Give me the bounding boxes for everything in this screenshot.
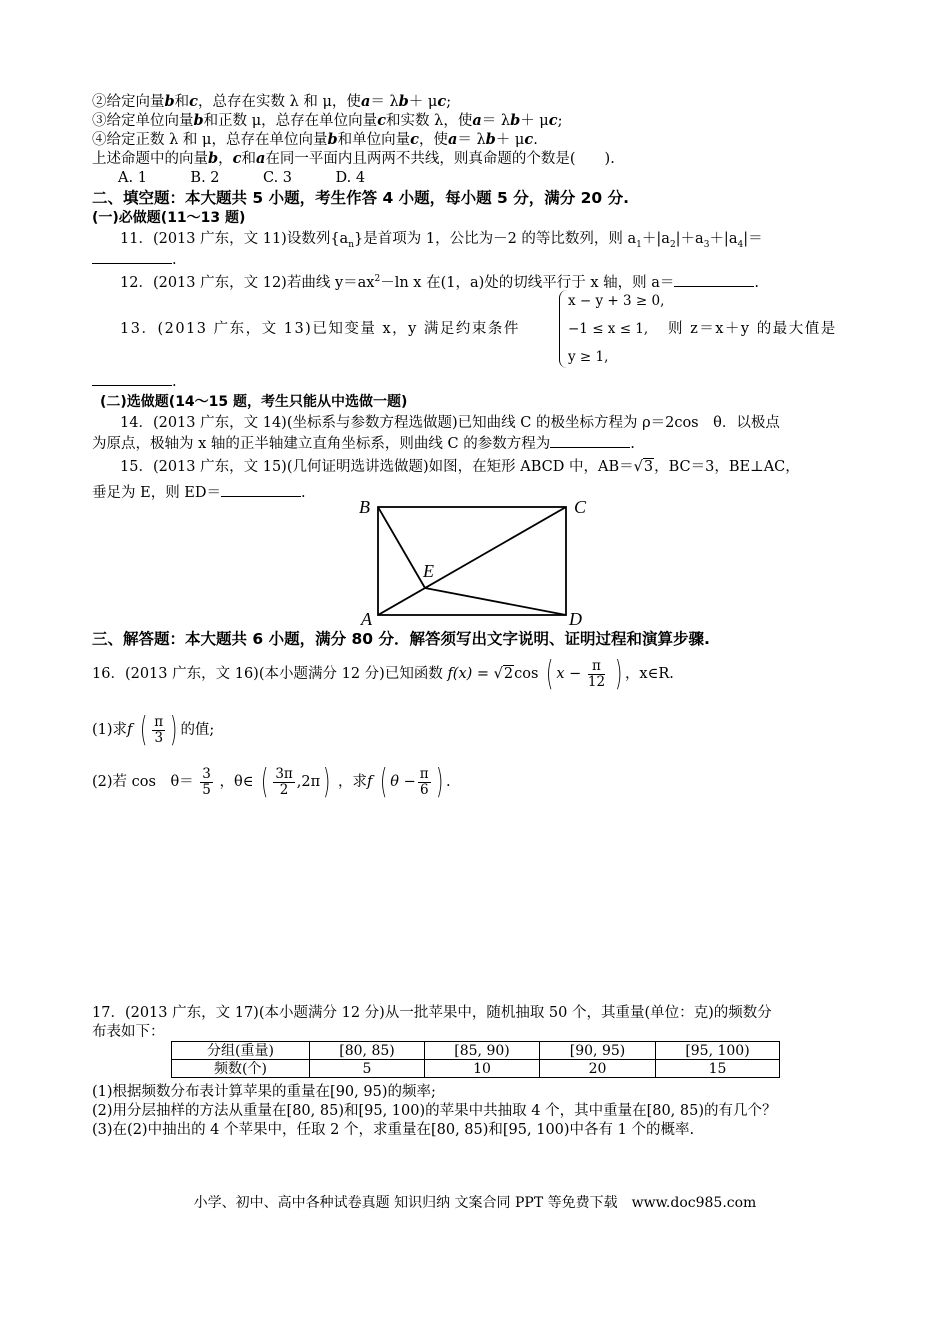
question-13: 13．(2013 广东，文 13)已知变量 x，y 满足约束条件 bbox=[120, 321, 520, 337]
diagonal-ac bbox=[378, 507, 566, 615]
constraint-1: x − y + 3 ≥ 0, bbox=[568, 293, 665, 309]
table-cell: 15 bbox=[656, 1060, 780, 1078]
table-header: [95, 100) bbox=[656, 1042, 780, 1060]
label-b: B bbox=[359, 497, 370, 517]
table-cell: 10 bbox=[425, 1060, 540, 1078]
proposition-2: ②给定向量b和c，总存在实数 λ 和 μ，使a＝ λb＋ μc; bbox=[92, 93, 452, 110]
segment-be bbox=[378, 507, 425, 588]
section-2-heading: 二、填空题：本大题共 5 小题，考生作答 4 小题，每小题 5 分，满分 20 分. bbox=[92, 189, 629, 207]
question-11-blank: . bbox=[92, 250, 177, 269]
label-e: E bbox=[423, 561, 434, 581]
question-stem: 上述命题中的向量b，c和a在同一平面内且两两不共线，则真命题的个数是( ). bbox=[92, 150, 615, 167]
table-header: 分组(重量) bbox=[172, 1042, 310, 1060]
optional-subheading: (二)选做题(14～15 题，考生只能从中选做一题) bbox=[100, 394, 408, 410]
rectangle-figure bbox=[355, 495, 605, 630]
table-row bbox=[172, 1060, 780, 1078]
part-1: (1)求f ( $\frac{\pi}{3}$ ) 的值; bbox=[92, 710, 215, 750]
question-14-cont: 为原点，极轴为 x 轴的正半轴建立直角坐标系，则曲线 C 的参数方程为 . bbox=[92, 436, 635, 452]
table-row bbox=[172, 1042, 780, 1060]
constraint-brace bbox=[559, 290, 568, 368]
fraction: $\frac{\pi}{6}$ bbox=[419, 765, 429, 798]
fraction: $\frac{3\pi}{2}$ bbox=[275, 765, 293, 798]
section-3-heading: 三、解答题：本大题共 6 小题，满分 80 分．解答须写出文字说明、证明过程和演算步骤. bbox=[92, 630, 710, 648]
fraction: $\frac{\pi}{12}$ bbox=[587, 657, 606, 690]
question-15-cont: 垂足为 E，则 ED＝ . bbox=[92, 485, 306, 501]
answer-blank[interactable] bbox=[92, 250, 172, 264]
answer-blank[interactable] bbox=[550, 434, 630, 448]
fraction: $\frac{3}{5}$ bbox=[202, 765, 211, 798]
table-header: [85, 90) bbox=[425, 1042, 540, 1060]
proposition-3: ③给定单位向量b和正数 μ，总存在单位向量c和实数 λ，使a＝ λb＋ μc; bbox=[92, 112, 563, 129]
question-17-cont: 布表如下： bbox=[92, 1024, 165, 1040]
constraint-2: −1 ≤ x ≤ 1, bbox=[568, 321, 649, 337]
label-c: C bbox=[574, 497, 587, 517]
segment-ed bbox=[425, 588, 566, 615]
question-13-blank: . bbox=[92, 372, 177, 391]
question-12: 12．(2013 广东，文 12)若曲线 $y=ax^2-\ln$ x 在(1，a)处的切线平行于 x 轴，则 a＝ . bbox=[120, 274, 760, 291]
required-subheading: (一)必做题(11～13 题) bbox=[92, 210, 246, 226]
question-13-tail: 则 z＝x＋y 的最大值是 bbox=[668, 321, 837, 337]
table-cell: 20 bbox=[540, 1060, 656, 1078]
question-15: 15．(2013 广东，文 15)(几何证明选讲选做题)如图，在矩形 ABCD 中，AB＝√3，BC＝3，BE⊥AC， bbox=[120, 459, 800, 475]
table-cell: 频数(个) bbox=[172, 1060, 310, 1078]
answer-blank[interactable] bbox=[92, 372, 172, 386]
constraint-3: y ≥ 1, bbox=[568, 349, 609, 365]
label-a: A bbox=[361, 609, 372, 629]
label-d: D bbox=[569, 609, 582, 629]
proposition-4: ④给定正数 λ 和 μ，总存在单位向量b和单位向量c，使a＝ λb＋ μc. bbox=[92, 131, 538, 148]
sub-question-1: (1)根据频数分布表计算苹果的重量在[90, 95)的频率; bbox=[92, 1084, 436, 1100]
answer-options: A. 1 B. 2 C. 3 D. 4 bbox=[118, 170, 366, 186]
part-2: (2)若 cos θ＝ $\frac{3}{5}$ ，θ∈ ( $\frac{3\pi}{2}$ ,2π) ，求f ( θ − $\frac{\pi}{6}$ ) . bbox=[92, 762, 451, 802]
page-footer: 小学、初中、高中各种试卷真题 知识归纳 文案合同 PPT 等免费下载 www.doc985.com bbox=[193, 1195, 757, 1211]
question-14: 14．(2013 广东，文 14)(坐标系与参数方程选做题)已知曲线 C 的极坐标方程为 ρ＝2cos θ．以极点 bbox=[120, 415, 780, 431]
sub-question-3: (3)在(2)中抽出的 4 个苹果中，任取 2 个，求重量在[80, 85)和[95, 100)中各有 1 个的概率. bbox=[92, 1122, 695, 1138]
question-16: 16．(2013 广东，文 16)(本小题满分 12 分)已知函数 f(x) = √2cos ( x − $\frac{\pi}{12}$ ) ，x∈R. bbox=[92, 654, 674, 694]
table-header: [80, 85) bbox=[310, 1042, 425, 1060]
table-header: [90, 95) bbox=[540, 1042, 656, 1060]
fraction: $\frac{\pi}{3}$ bbox=[154, 713, 164, 746]
answer-blank[interactable] bbox=[221, 483, 301, 497]
table-cell: 5 bbox=[310, 1060, 425, 1078]
question-11: 11．(2013 广东，文 11)设数列$\{a_n\}$是首项为 1，公比为－2 的等比数列，则 $a_1+|a_2|+a_3+|a_4|=$ bbox=[120, 231, 763, 250]
sub-question-2: (2)用分层抽样的方法从重量在[80, 85)和[95, 100)的苹果中共抽取 4 个，其中重量在[80, 85)的有几个？ bbox=[92, 1103, 777, 1119]
frequency-table bbox=[171, 1041, 780, 1078]
answer-blank[interactable] bbox=[674, 273, 754, 287]
question-17: 17．(2013 广东，文 17)(本小题满分 12 分)从一批苹果中，随机抽取 50 个，其重量(单位：克)的频数分 bbox=[92, 1005, 772, 1021]
